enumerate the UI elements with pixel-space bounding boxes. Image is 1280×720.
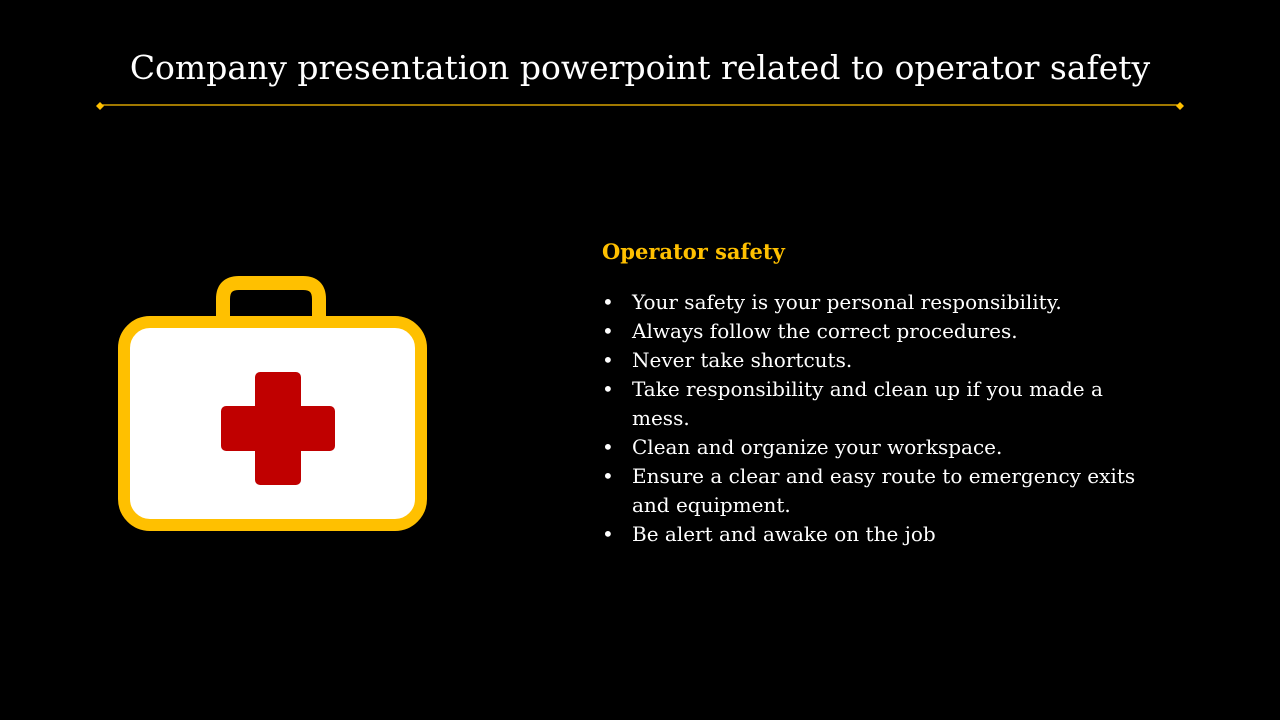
first-aid-kit-icon <box>115 275 430 535</box>
bullet-list <box>602 288 1142 549</box>
title-divider <box>100 104 1180 106</box>
bullet-item: • Take responsibility and clean up if you made a mess. <box>602 377 1103 430</box>
bullet-icon: • <box>602 377 614 401</box>
bullet-item: • Never take shortcuts. <box>602 346 1142 375</box>
bullet-icon: • <box>602 522 614 546</box>
bullet-item: • Be alert and awake on the job <box>602 520 1142 549</box>
bullet-icon: • <box>602 348 614 372</box>
bullet-icon: • <box>602 464 614 488</box>
bullet-item: • Your safety is your personal responsibility. <box>602 288 1142 317</box>
divider-left-diamond-icon <box>94 100 106 112</box>
bullet-icon: • <box>602 435 614 459</box>
bullet-item: • Clean and organize your workspace. <box>602 433 1142 462</box>
divider-right-diamond-icon <box>1174 100 1186 112</box>
bullet-icon: • <box>602 290 614 314</box>
bullet-icon: • <box>602 319 614 343</box>
section-heading: Operator safety <box>602 239 785 264</box>
bullet-item: • Ensure a clear and easy route to emergency exits and equipment. <box>602 464 1136 517</box>
slide-title: Company presentation powerpoint related to operator safety <box>129 48 1151 87</box>
bullet-item: • Always follow the correct procedures. <box>602 317 1142 346</box>
